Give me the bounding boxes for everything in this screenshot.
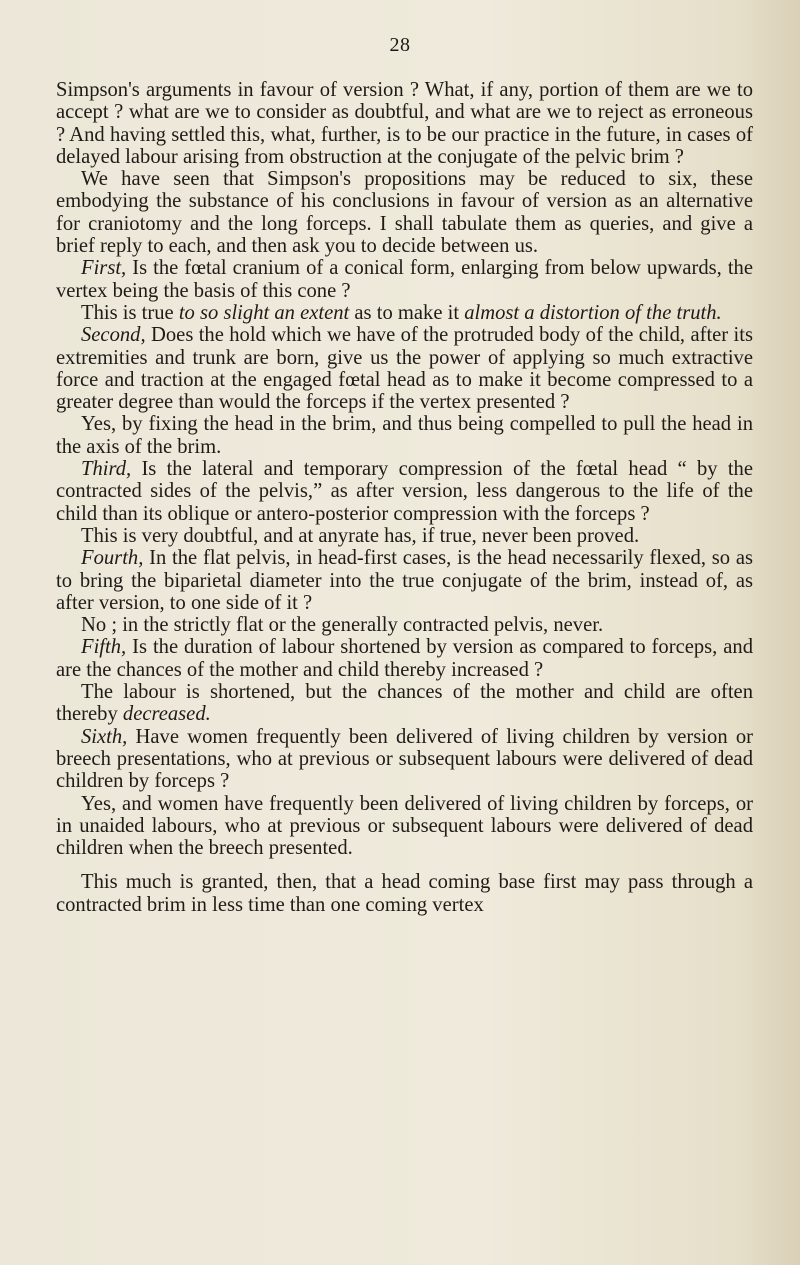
query-first [56,257,753,302]
query-text: Does the hold which we have of the protruded body of the child, after its extremities and trunk are born, give us the power of applying so much extractive force and traction at the engaged fœtal head as to make it become compressed to a greater degree than would the forceps if the vertex presented ? [56,324,753,414]
query-label: First, [81,257,127,280]
reply-first [56,302,753,324]
query-label: Fifth, [81,636,127,659]
query-text: Have women frequently been delivered of living children by version or breech presentations, who at previous or subsequent labours were delivered of dead children by forceps ? [56,725,753,793]
reply-emphasis: decreased. [122,703,211,726]
paragraph-conclusion: This much is granted, then, that a head coming base first may pass through a contracted brim in less time than one coming vertex [56,871,753,916]
query-label: Second, [81,324,146,347]
query-label: Sixth, [81,725,128,748]
reply-fourth: No ; in the strictly flat or the generally contracted pelvis, never. [81,614,604,637]
reply-sixth: Yes, and women have frequently been delivered of living children by forceps, or in unaided labours, who at previous or subsequent labours were delivered of dead children when the breech presented. [56,792,753,860]
query-text: Is the lateral and temporary compression of the fœtal head “ by the contracted sides of the pelvis,” as after version, less dangerous to the life of the child than its oblique or antero-posterior compression with the forceps ? [56,458,753,525]
query-third [56,458,753,525]
page-number: 28 [389,34,411,56]
reply-text: This is true [81,301,179,324]
reply-third: This is very doubtful, and at anyrate has, if true, never been proved. [81,524,640,547]
reply-emphasis: almost a distortion of the truth. [464,301,722,324]
reply-second: Yes, by fixing the head in the brim, and thus being compelled to pull the head in the axis of the brim. [56,413,753,458]
query-fourth [56,547,753,614]
reply-text: as to make it [349,301,465,324]
query-text: In the flat pelvis, in head-first cases, is the head necessarily flexed, so as to bring the biparietal diameter into the true conjugate of the brim, instead of, as after version, to one side of it ? [56,547,753,614]
query-fifth [56,636,753,681]
paragraph-intro-questions: Simpson's arguments in favour of version ? What, if any, portion of them are we to accept ? what are we to consider as doubtful, and what are we to reject as erroneous ? And having settled this, what, further, is to be our practice in the future, in cases of delayed labour arising from obstruction at the conjugate of the pelvic brim ? [56,79,753,168]
query-sixth [56,726,753,793]
body-text [56,79,753,916]
reply-fifth [56,681,753,726]
query-label: Third, [81,458,132,481]
paragraph-simpson-propositions: We have seen that Simpson's propositions may be reduced to six, these embodying the substance of his conclusions in favour of version as an alternative for craniotomy and the long forceps. I shall tabulate them as queries, and give a brief reply to each, and then ask you to decide between us. [56,168,753,258]
query-text: Is the duration of labour shortened by version as compared to forceps, and are the chances of the mother and child thereby increased ? [56,636,753,681]
reply-emphasis: to so slight an extent [178,301,350,324]
query-text: Is the fœtal cranium of a conical form, enlarging from below upwards, the vertex being the basis of this cone ? [56,257,753,302]
reply-text: The labour is shortened, but the chances of the mother and child are often thereby [56,681,753,726]
query-second [56,324,753,413]
query-label: Fourth, [81,547,144,570]
